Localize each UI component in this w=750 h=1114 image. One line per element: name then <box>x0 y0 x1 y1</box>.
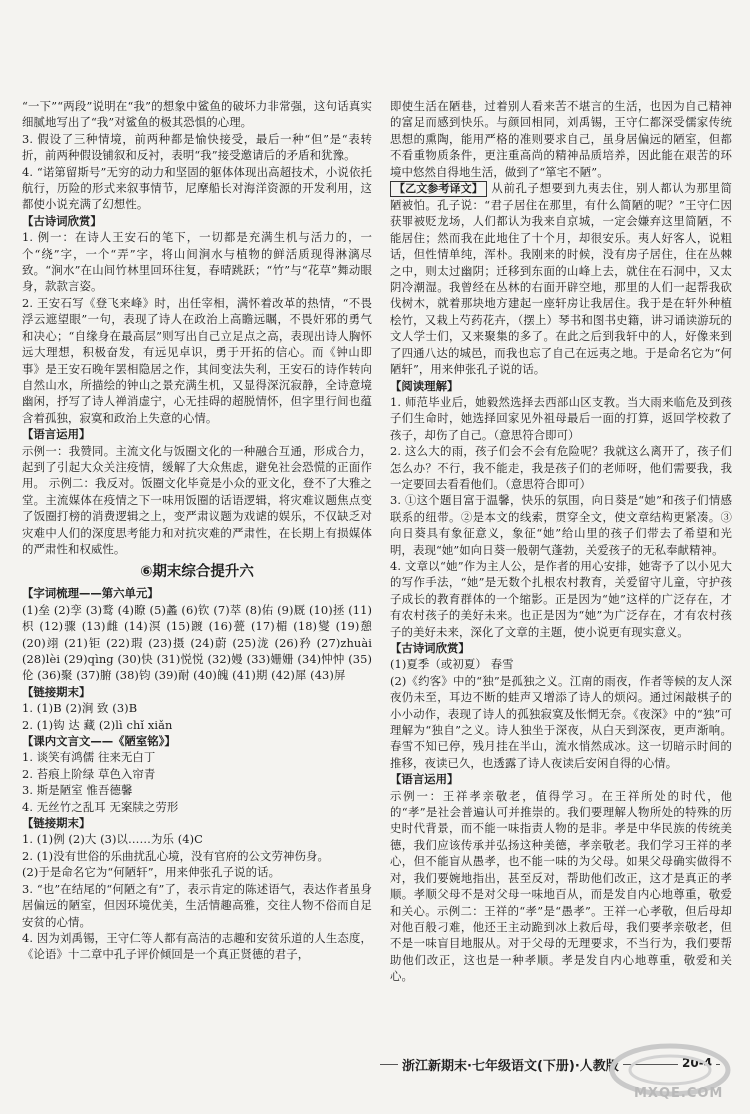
left-answer-paragraph: 1. (1)例 (2)大 (3)以……为乐 (4)C <box>22 832 203 847</box>
left-section-heading: 【链接期末】 <box>22 816 91 831</box>
left-section-heading: 【语言运用】 <box>22 427 91 442</box>
right-answer-paragraph: 示例一：王祥孝亲敬老，值得学习。在王祥所处的时代，他的“孝”是社会普遍认可并推崇的。我们要理解人物所处的特殊的历史时代背景，而不能一味指责人物的是非。孝是中华民族的传统美德，我们应该传承并弘扬这种美德，孝亲敬老。我们学习王祥的孝心，但不能盲从愚孝，也不能一味的为父母。如果父母确实做得不对，我们要婉地指出，甚至反对，帮助他们改正，这才是真正的孝顺。孝顺父母不是对父母一味地百从，而是发自内心地尊重，敬爱和关心。示例二：王祥的“孝”是“愚孝”。王祥一心孝敬，但后母却对他百般刁难，他还王主动跪到冰上救后母，我们要孝亲敬老，但不是一味盲目地服从。对于父母的无理要求，不当行为，我们要帮助他们改正，这也是一种孝顺。孝是发自内心地尊重，敬爱和关心。 <box>390 788 732 984</box>
left-answer-paragraph: 示例一：我赞同。主流文化与饭圈文化的一种融合互通，形成合力，起到了引起大众关注疫情，缓解了大众焦虑，避免社会恐慌的正面作用。 示例二：我反对。饭圈文化毕竟是小众的亚文化，登不了大雅之堂。主流媒体在疫情之下一味用饭圈的话语逻辑，将灾难议题焦点变了饭圈打榜的消费逻辑之上，变严肃议题为戏谑的娱乐，不仅缺乏对灾难中人们的深度思考能力和对抗灾难的严肃性，在长期上有损媒体的严肃性和权威性。 <box>22 443 372 556</box>
left-answer-paragraph: 3. 假设了三种情境，前两种都是愉快接受，最后一种“但”是“表转折，前两种假设铺叙和反衬，表明“我”接受邀请后的矛盾和犹豫。 <box>22 131 372 163</box>
left-answer-paragraph: 2. 王安石写《登飞来峰》时，出任宰相，满怀着改革的热情，“不畏浮云遮望眼”一句，表现了诗人在政治上高瞻远瞩，不畏奸邪的勇气和决心；“自缘身在最高层”则写出自己立足点之高，表现出诗人胸怀远大理想，积极奋发，有远见卓识，勇于开拓的信心。而《钟山即事》是王安石晚年罢相隐居之作，其间变法失利，王安石的诗作转向自然山水，所描绘的钟山之景充满生机，又显得深沉寂静，全诗意境幽闲，抒写了诗人禅消虚宁，心无挂碍的超脱情怀，但字里行间也蕴含着孤独，寂寞和政治上失意的心情。 <box>22 295 372 425</box>
left-answer-paragraph: (1)垒 (2)孪 (3)鹜 (4)瞭 (5)蠡 (6)钦 (7)萃 (8)佑 (9)厩 (10)拯 (11)枳 (12)骤 (13)雌 (14)溟 (15)踱 (16)甍 (17)楣 (18)燮 (19)憩 (20)翊 (21)钜 (22)瑕 (23)摄 (24)蔚 (25)泷 (26)矜 (27)zhuài (28)lèi (29)qìng (30)快 (31)悦悦 (32)嫚 (33)姗姗 (34)忡忡 (35)伦 (36)聚 (37)腑 (38)钧 (39)耐 (40)魄 (41)期 (42)犀 (43)屏 <box>22 602 372 683</box>
right-answer-paragraph: (1)夏季（或初夏） 春雪 <box>390 657 514 672</box>
left-answer-paragraph: 1. 谈笑有鸿儒 往来无白丁 <box>22 750 156 765</box>
left-section-heading: 【字词梳理——第六单元】 <box>22 586 159 601</box>
left-answer-paragraph: 2. (1)没有世俗的乐曲扰乱心境，没有官府的公文劳神伤身。 <box>22 848 329 863</box>
right-section-heading: 【语言运用】 <box>390 772 459 787</box>
translation-text: 从前孔子想要到九夷去住，别人都认为那里简陋被怕。孔子说：“君子居住在那里，有什么简陋的呢？”王守仁因获罪被贬龙场，人们都认为我来自京城，一定会嫌弃这里简陋，不能居住；然而我在此地住了十个月，却很安乐。夷人好客人，说粗话，但性情单纯，浑朴。我刚来的时候，没有房子居住，住在丛棘之中，则太过幽阴；迁移到东面的山峰上去，就住在石洞中，又太阴冷潮湿。我曾经在丛林的右面开辟空地，那里的人们一起帮我砍伐树木，就着那块地方建起一座轩房让我居住。我于是在轩外种植桧竹，又栽上芍药花卉，（摆上）琴书和图书史籍，讲习诵读游玩的文人学士们，又来聚集的多了。在此之后到我轩中的人，好像来到了四通八达的城邑，而我也忘了自己在远夷之地。于是命名它为“何陋轩”，用来伸张孔子说的话。 <box>390 181 732 377</box>
left-answer-paragraph: 4. 因为刘禹锡，王守仁等人都有高洁的志趣和安贫乐道的人生态度，《论语》十二章中孔子评价倾回是一个真正贤德的君子， <box>22 930 372 962</box>
left-answer-paragraph: “一下”“两段”说明在“我”的想象中鲨鱼的破坏力非常强，这句话真实细腻地写出了“我”对鲨鱼的极其恐惧的心理。 <box>22 99 372 130</box>
left-answer-paragraph: 1. 例一：在诗人王安石的笔下，一切都是充满生机与活力的，一个“绕”字，一个“弄”字，将山间涧水与植物的鲜活质现得淋漓尽致。“涧水”在山间竹林里回环往复，春晴跳跃；“竹”与“花草”舞动眼身，款款言姿。 <box>22 230 372 294</box>
right-column <box>390 98 732 1033</box>
footer-book-title: 浙江新期末·七年级语文(下册)·人教版 <box>398 1055 623 1074</box>
left-answer-paragraph: 2. 苔痕上阶绿 草色入帘青 <box>22 766 156 781</box>
right-answer-paragraph: 1. 师范毕业后，她毅然选择去西部山区支教。当大雨来临危及到孩子们生命时，她选择回家见外祖母最后一面的打算，返回学校救了孩子，却伤了自己。（意思符合即可） <box>390 394 732 442</box>
left-answer-paragraph: 1. (1)B (2)涧 致 (3)B <box>22 701 138 716</box>
right-answer-paragraph: 即使生活在陋巷，过着别人看来苦不堪言的生活，也因为自己精神的富足而感到快乐。与颜回相同，刘禹锡，王守仁都深受儒家传统思想的熏陶，能用严格的准则要求自己，虽身居偏远的陋室，但都不看重物质条件，更注重高尚的精神品质培养，因此能在艰苦的环境中悠然自得地生活，做到了“箪宅不陋”。 <box>390 99 732 179</box>
footer-page-number: 20-4 <box>678 1056 716 1070</box>
left-section-heading: 【课内文言文——《陋室铭》】 <box>22 734 176 749</box>
right-section-heading: 【古诗词欣赏】 <box>390 641 470 655</box>
left-answer-paragraph: 2. (1)钩 达 藏 (2)lì chǐ xiǎn <box>22 717 173 732</box>
right-answer-paragraph: 2. 这么大的雨，孩子们会不会有危险呢？我就这么离开了，孩子们怎么办？不行，我不能走，我是孩子们的老师呀，他们需要我，我一定要回去看看他们。（意思符合即可） <box>390 444 732 491</box>
left-answer-paragraph: 3. 斯是陋室 惟吾德馨 <box>22 783 133 798</box>
translation-heading: 【乙文参考译文】 <box>390 181 487 197</box>
right-answer-paragraph: 3. ①这个题目富于温馨，快乐的氛围，向日葵是“她”和孩子们情感联系的纽带。②是本文的线索，贯穿全文，使文章结构更紧凑。③向日葵具有象征意义，象征“她”给山里的孩子们带去了希望和光明，表现“她”如向日葵一般朝气蓬勃，关爱孩子的无私奉献精神。 <box>390 493 732 557</box>
left-answer-paragraph: 3. “也”在结尾的“何陋之有”了，表示肯定的陈述语气，表达作者虽身居偏远的陋室，但因环境优美，生活情趣高雅，交往人物不俗而自足安贫的心情。 <box>22 881 372 929</box>
right-answer-paragraph: 4. 文章以“她”作为主人公，是作者的用心安排，她寄予了以小见大的写作手法，“她”是无数个扎根农村教育，关爱留守儿童，守护孩子成长的教育群体的一个缩影。正是因为“她”这样的广泛存在，才有农村孩子的美好未来。也正是因为“她”为广泛存在，才有农村孩子的美好未来，深化了文章的主题，使小说更有现实意义。 <box>390 558 732 639</box>
left-answer-paragraph: 4. “诺第留斯号”无穷的动力和坚固的躯体体现出高超技术，小说依托航行，历险的形式来叙事情节，尼摩船长对海洋资源的开发利用，这都使小说充满了幻想性。 <box>22 164 372 212</box>
left-section-heading: 【链接期末】 <box>22 684 91 699</box>
watermark-logo <box>590 1040 740 1110</box>
left-chapter-title: ⑥期末综合提升六 <box>140 564 254 581</box>
watermark-text: MXQE.COM <box>634 1086 724 1101</box>
left-column <box>22 98 372 1033</box>
left-answer-paragraph: 4. 无丝竹之乱耳 无案牍之劳形 <box>22 799 179 814</box>
left-section-heading: 【古诗词欣赏】 <box>22 213 102 228</box>
right-answer-paragraph: (2)《约客》中的“独”是孤独之义。江南的雨夜，作者等候的友人深夜仍未至，耳边不断的蛙声又增添了诗人的烦闷。通过闲敲棋子的小小动作，表现了诗人的孤独寂寞及怅惘无奈。《夜深》中的“独”可理解为“独自”之义。诗人独坐于深夜，从白天到深夜，更声渐响。春雪不知已停，残月挂在半山，流水悄然成冰。这一切暗示时间的推移，夜读已久，也透露了诗人夜读后安闲自得的心情。 <box>390 673 732 770</box>
right-translation-paragraph <box>390 180 732 377</box>
left-answer-paragraph: (2)于是命名它为“何陋轩”，用来伸张孔子说的话。 <box>22 865 281 880</box>
right-section-heading: 【阅读理解】 <box>390 378 459 393</box>
